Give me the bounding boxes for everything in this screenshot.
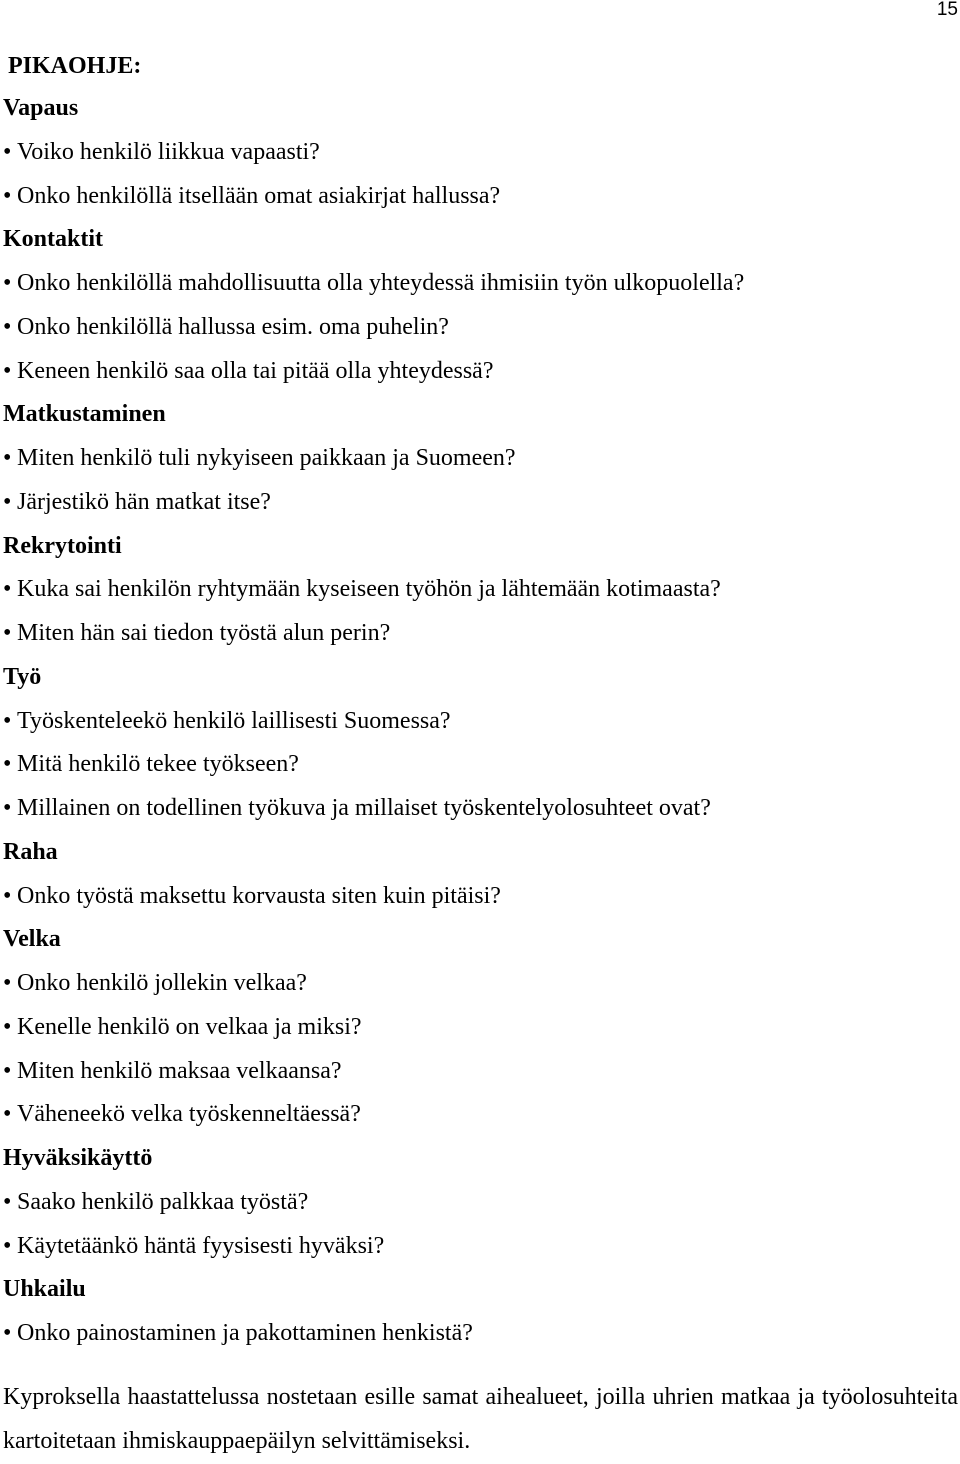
bullet-icon: • [3,707,12,734]
bullet-icon: • [3,795,12,821]
section-heading: Uhkailu [3,1276,86,1303]
list-item-text: Onko henkilö jollekin velkaa? [17,970,307,996]
bullet-icon: • [3,313,12,340]
section-heading: Työ [3,663,42,690]
section-heading: Vapaus [3,95,79,121]
section-heading: Velka [3,926,61,953]
bullet-icon: • [3,357,12,384]
list-item [3,131,958,175]
list-item-text: Onko henkilöllä mahdollisuutta olla yhteydessä ihmisiin työn ulkopuolella? [17,270,745,296]
bullet-icon: • [3,488,12,515]
list-item-text: Miten henkilö tuli nykyiseen paikkaan ja Suomeen? [17,445,516,471]
section-heading: Kontaktit [3,226,104,253]
bullet-icon: • [3,970,12,996]
list-item-text: Onko painostaminen ja pakottaminen henkistä? [17,1320,473,1346]
list-item-text: Onko henkilöllä hallussa esim. oma puhelin? [17,313,449,340]
list-item [3,350,958,394]
list-item-text: Onko työstä maksettu korvausta siten kuin pitäisi? [17,882,501,909]
list-item [3,437,958,481]
summary-paragraph: Kyproksella haastattelussa nostetaan esille samat aihealueet, joilla uhrien matkaa ja työolosuhteita kartoitetaan ihmiskauppaepäilyn selvittämiseksi. [3,1384,958,1454]
bullet-icon: • [3,1232,12,1259]
section-heading: Hyväksikäyttö [3,1145,153,1171]
list-item-text: Miten henkilö maksaa velkaansa? [17,1057,342,1084]
page-title: PIKAOHJE: [8,53,142,79]
section-heading: Rekrytointi [3,532,122,559]
list-item-text: Väheneekö velka työskenneltäessä? [17,1101,361,1128]
list-item-text: Kenelle henkilö on velkaa ja miksi? [17,1013,362,1040]
list-item-text: Kuka sai henkilön ryhtymään kyseiseen työhön ja lähtemään kotimaasta? [17,576,721,603]
list-item [3,612,958,656]
checklist [3,87,958,1356]
bullet-icon: • [3,1188,12,1215]
list-item-text: Käytetäänkö häntä fyysisesti hyväksi? [17,1232,385,1259]
list-item-text: Miten hän sai tiedon työstä alun perin? [17,620,391,646]
bullet-icon: • [3,620,12,646]
bullet-icon: • [3,138,12,165]
list-item-text: Työskenteleekö henkilö laillisesti Suomessa? [17,707,451,734]
list-item [3,1093,958,1137]
list-item [3,1006,958,1050]
section-heading: Raha [3,838,58,865]
page-number: 15 [936,0,958,20]
section-heading: Matkustaminen [3,401,166,428]
bullet-icon: • [3,1320,12,1346]
list-item [3,1050,958,1094]
list-item [3,481,958,525]
list-item [3,262,958,306]
list-item [3,787,958,831]
bullet-icon: • [3,270,12,296]
list-item [3,700,958,744]
list-item-text: Järjestikö hän matkat itse? [17,488,271,515]
bullet-icon: • [3,751,12,778]
list-item [3,568,958,612]
list-item-text: Keneen henkilö saa olla tai pitää olla yhteydessä? [17,357,494,384]
list-item-text: Saako henkilö palkkaa työstä? [17,1188,309,1215]
list-item-text: Voiko henkilö liikkua vapaasti? [17,138,320,165]
list-item-text: Millainen on todellinen työkuva ja millaiset työskentelyolosuhteet ovat? [17,795,711,821]
list-item-text: Mitä henkilö tekee työkseen? [17,751,299,778]
bullet-icon: • [3,1057,12,1084]
list-item [3,743,958,787]
list-item [3,175,958,219]
bullet-icon: • [3,1101,12,1128]
list-item [3,306,958,350]
bullet-icon: • [3,182,12,209]
bullet-icon: • [3,882,12,909]
list-item [3,1225,958,1269]
bullet-icon: • [3,1013,12,1040]
list-item [3,875,958,919]
list-item [3,962,958,1006]
bullet-icon: • [3,576,12,603]
list-item-text: Onko henkilöllä itsellään omat asiakirjat hallussa? [17,182,501,209]
list-item [3,1181,958,1225]
list-item [3,1312,958,1356]
bullet-icon: • [3,445,12,471]
